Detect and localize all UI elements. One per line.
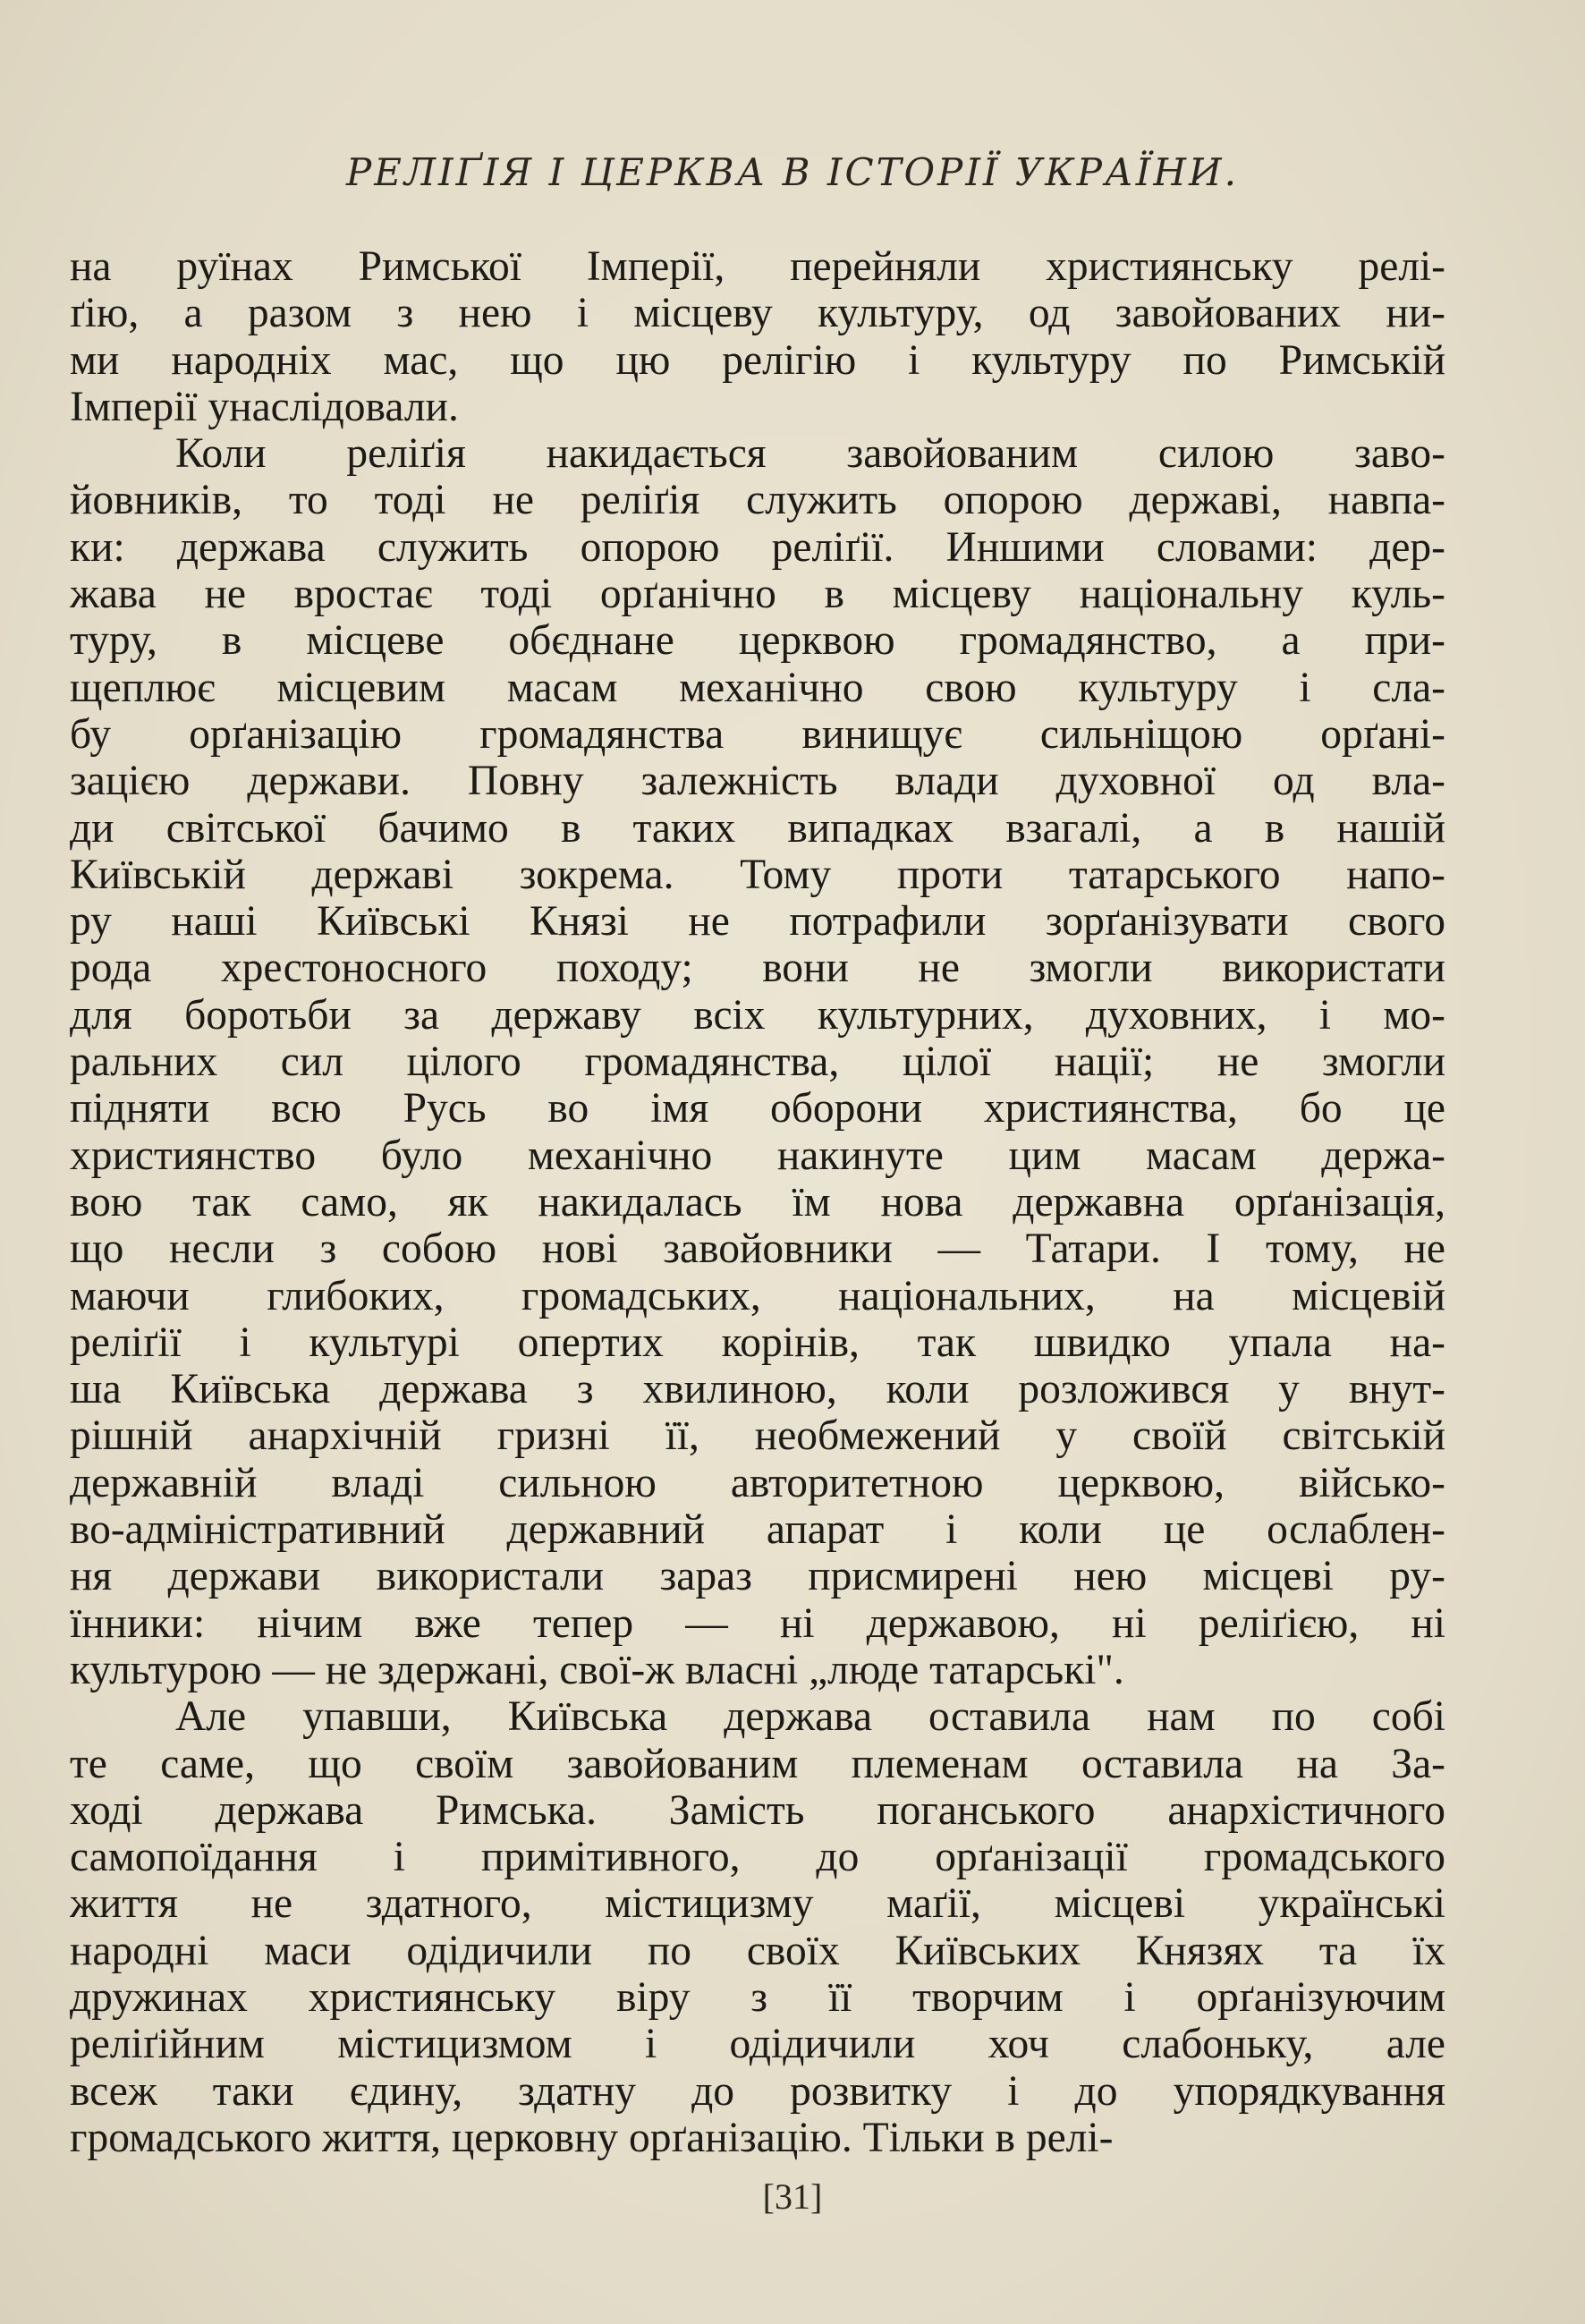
text-line: маючи глибоких, громадських, національних, на місцевій bbox=[70, 1272, 1445, 1319]
text-line: ми народніх мас, що цю релігію і культуру по Римській bbox=[70, 336, 1445, 384]
text-line: ральних сил цілого громадянства, цілої нації; не змогли bbox=[70, 1039, 1445, 1086]
text-line: християнство було механічно накинуте цим масам держа- bbox=[70, 1132, 1445, 1179]
text-line: ході держава Римська. Замість поганського анархістичного bbox=[70, 1786, 1445, 1834]
text-line: йовників, то тоді не реліґія служить опорою державі, навпа- bbox=[70, 477, 1445, 524]
page-number: [31] bbox=[762, 2176, 823, 2217]
text-line: ґію, а разом з нею і місцеву культуру, од завойованих ни- bbox=[70, 290, 1445, 337]
text-line: Імперії унаслідовали. bbox=[70, 383, 459, 430]
text-line: культурою — не здержані, свої-ж власні „люде татарські". bbox=[70, 1646, 1124, 1693]
text-line: Але упавши, Київська держава оставила нам по собі bbox=[175, 1693, 1445, 1741]
text-line: щеплює місцевим масам механічно свою культуру і сла- bbox=[70, 664, 1445, 711]
text-line: рода хрестоносного походу; вони не змогли використати bbox=[70, 945, 1445, 992]
text-line: рішній анархічній гризні її, необмежений у своїй світській bbox=[70, 1412, 1445, 1460]
text-line: дружинах християнську віру з її творчим і орґанізуючим bbox=[70, 1973, 1445, 2021]
text-line: Коли реліґія накидається завойованим силою завo- bbox=[175, 430, 1445, 478]
text-line: туру, в місцеве обєднане церквою громадянство, а при- bbox=[70, 617, 1445, 665]
text-line: державній владі сильною авторитетною церквою, військо- bbox=[70, 1459, 1445, 1506]
text-line: ру наші Київські Князі не потрафили зорґанізувати свого bbox=[70, 898, 1445, 946]
text-line: громадського життя, церковну орґанізацію. Тільки в релі- bbox=[70, 2114, 1114, 2161]
text-line: ди світської бачимо в таких випадках взагалі, а в нашій bbox=[70, 804, 1445, 852]
text-line: бу орґанізацію громадянства винищує сильніщою орґані- bbox=[70, 710, 1445, 758]
text-line: зацією держави. Повну залежність влади духовної од вла- bbox=[70, 758, 1445, 805]
text-line: самопоїдання і примітивного, до орґанізації громадського bbox=[70, 1834, 1445, 1881]
text-line: на руїнах Римської Імперії, перейняли християнську релі- bbox=[70, 243, 1445, 290]
text-line: реліґії і культурі опертих корінів, так швидко упала на- bbox=[70, 1319, 1445, 1366]
body-text bbox=[70, 243, 1445, 2161]
text-line: для боротьби за державу всіх культурних, духовних, і мо- bbox=[70, 991, 1445, 1039]
text-line: всеж таки єдину, здатну до розвитку і до упорядкування bbox=[70, 2067, 1445, 2115]
text-line: ня держави використали зараз присмирені нею місцеві ру- bbox=[70, 1553, 1445, 1600]
text-line: народні маси одідичили по своїх Київських Князях та їх bbox=[70, 1927, 1445, 1974]
text-line: во-адміністративний державний апарат і коли це ослаблен- bbox=[70, 1506, 1445, 1554]
text-line: що несли з собою нові завойовники — Татари. І тому, не bbox=[70, 1226, 1445, 1273]
text-line: Київській державі зокрема. Тому проти татарського напо- bbox=[70, 851, 1445, 898]
text-line: ша Київська держава з хвилиною, коли розложився у внут- bbox=[70, 1366, 1445, 1413]
text-line: підняти всю Русь во імя оборони християнства, бо це bbox=[70, 1085, 1445, 1132]
text-line: те саме, що своїм завойованим племенам оставила на За- bbox=[70, 1740, 1445, 1787]
running-head: РЕЛІҐІЯ І ЦЕРКВА В ІСТОРІЇ УКРАЇНИ. bbox=[346, 150, 1239, 194]
text-line: реліґійним містицизмом і одідичили хоч слабоньку, але bbox=[70, 2021, 1445, 2068]
text-line: ки: держава служить опорою реліґії. Иншими словами: дер- bbox=[70, 523, 1445, 571]
text-line: вою так само, як накидалась їм нова державна орґанізація, bbox=[70, 1178, 1445, 1226]
text-line: жава не вростає тоді орґанічно в місцеву національну куль- bbox=[70, 571, 1445, 618]
text-line: їнники: нічим вже тепер — ні державою, ні реліґією, ні bbox=[70, 1599, 1445, 1647]
text-line: життя не здатного, містицизму маґії, місцеві українські bbox=[70, 1880, 1445, 1928]
